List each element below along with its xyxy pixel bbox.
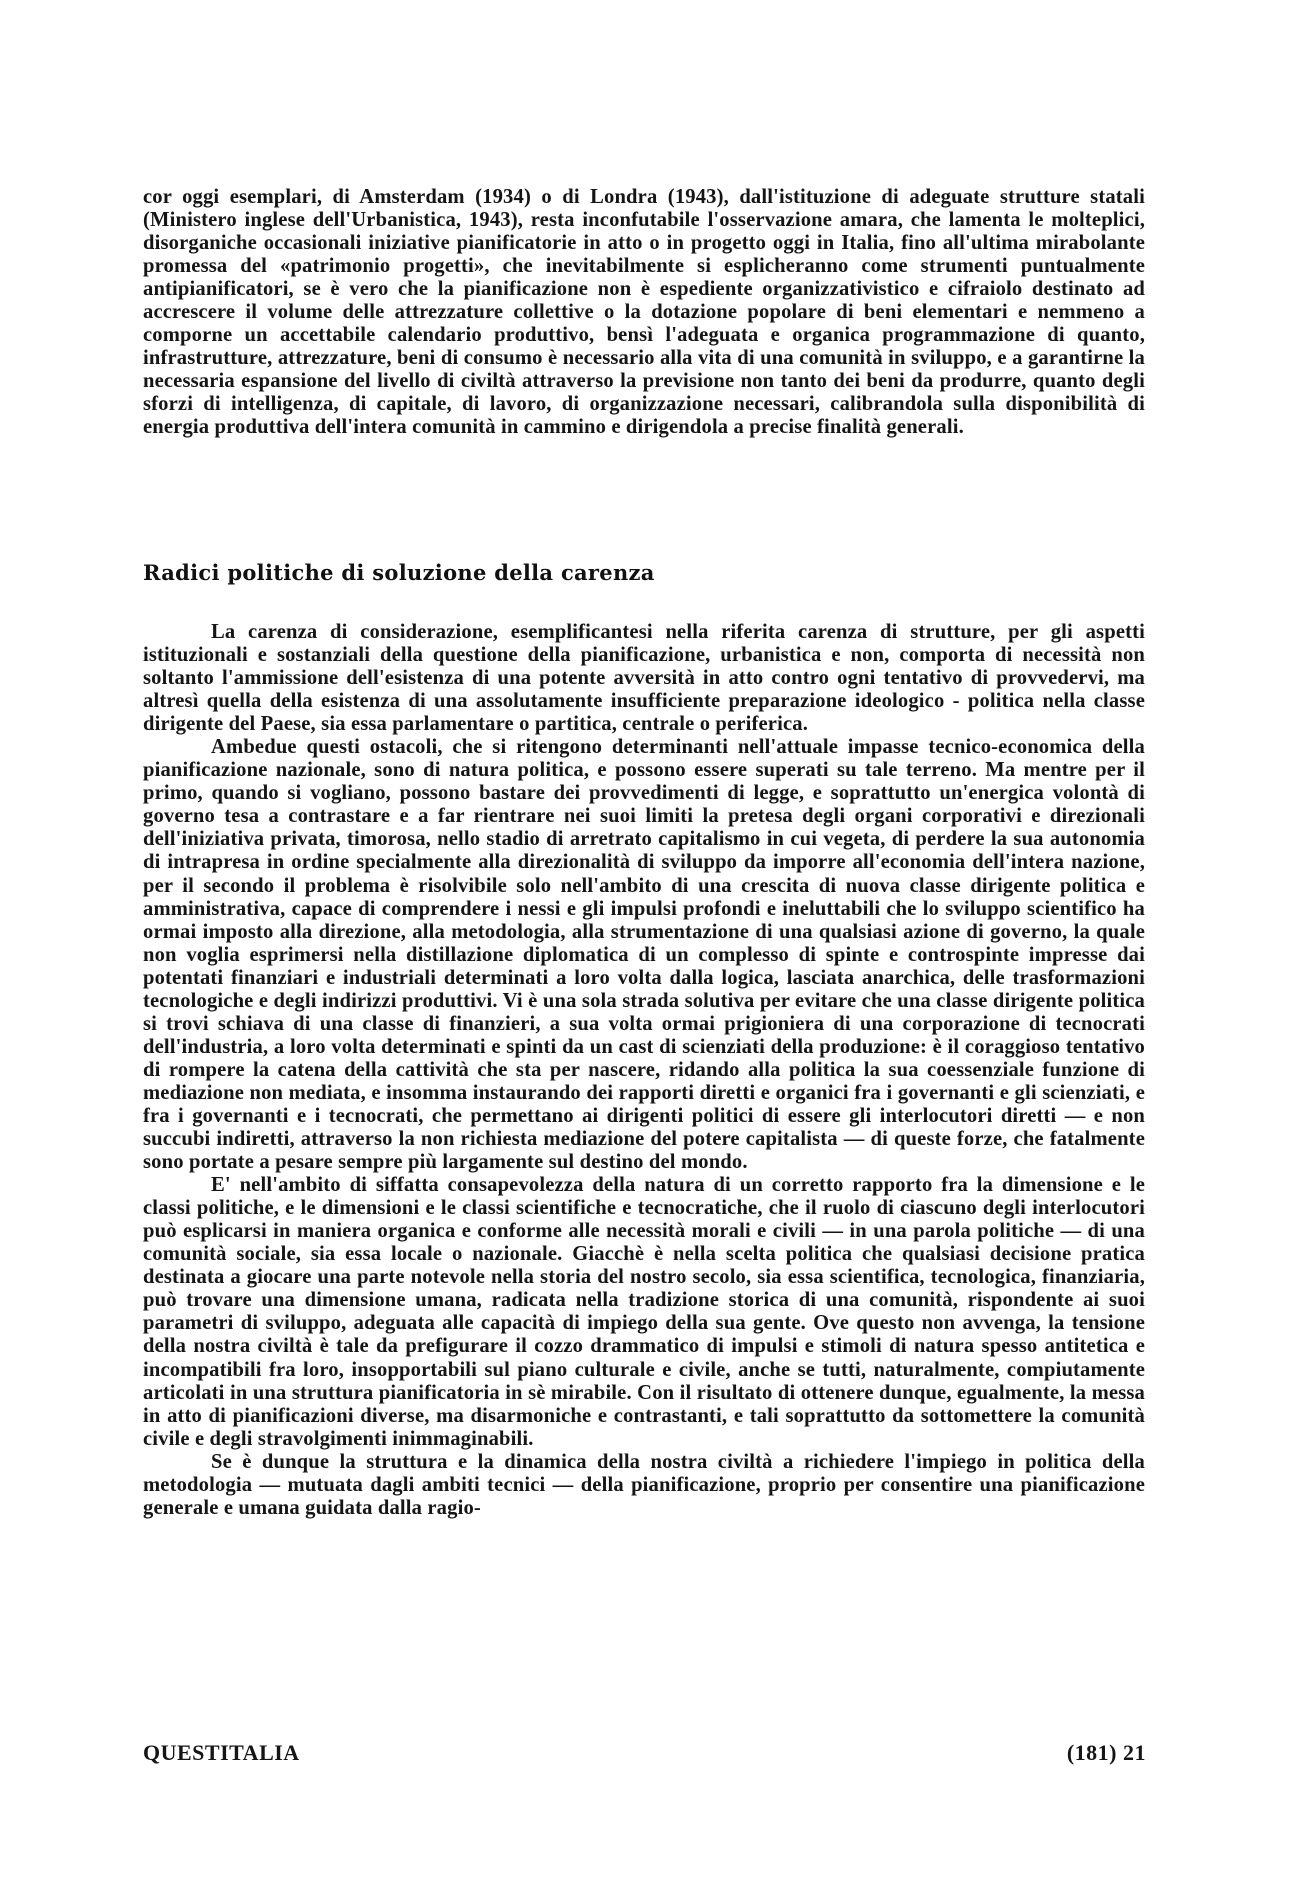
body-paragraph: Ambedue questi ostacoli, che si ritengono determinanti nell'attuale impasse tecnico-economica della pianificazione nazionale, sono di natura politica, e possono essere superati su tale terreno. Ma mentre per il primo, quando si vogliano, possono bastare dei provvedimenti di legge, e soprattutto un'energica volontà di governo tesa a contrastare e a far rientrare nei suoi limiti la pretesa degli organi corporativi e direzionali dell'iniziativa privata, timorosa, nello stadio di arretrato capitalismo in cui vegeta, di perdere la sua autonomia di intrapresa in ordine specialmente alla direzionalità di sviluppo da imporre all'economia dell'intera nazione, per il secondo il problema è risolvibile solo nell'ambito di una crescita di nuova classe dirigente politica e amministrativa, capace di comprendere i nessi e gli impulsi profondi e ineluttabili che lo sviluppo scientifico ha ormai imposto alla direzione, alla metodologia, alla strumentazione di una qualsiasi azione di governo, la quale non voglia esprimersi nella distillazione diplomatica di un complesso di spinte e controspinte impresse dai potentati finanziari e industriali determinati a loro volta dalla logica, lasciata anarchica, delle trasformazioni tecnologiche e degli indirizzi produttivi. Vi è una sola strada solutiva per evitare che una classe dirigente politica si trovi schiava di una classe di finanzieri, a sua volta ormai prigioniera di una corporazione di tecnocrati dell'industria, a loro volta determinati e spinti da un cast di scienziati della produzione: è il coraggioso tentativo di rompere la catena della cattività che sta per nascere, ridando alla politica la sua coessenziale funzione di mediazione non mediata, e insomma instaurando dei rapporti diretti e organici fra i governanti e gli scienziati, e fra i governanti e i tecnocrati, che permettano ai dirigenti politici di essere gli interlocutori diretti — e non succubi indiretti, attraverso la non richiesta mediazione del potere capitalista — di queste forze, che fatalmente sono portate a pesare sempre più largamente sul destino del mondo. <box>143 736 1145 1174</box>
section-heading: Radici politiche di soluzione della carenza <box>143 560 655 585</box>
journal-name: QUESTITALIA <box>143 1740 300 1765</box>
body-paragraph: Se è dunque la struttura e la dinamica della nostra civiltà a richiedere l'impiego in politica della metodologia — mutuata dagli ambiti tecnici — della pianificazione, proprio per consentire una pianificazione generale e umana guidata dalla ragio- <box>143 1450 1145 1519</box>
body-paragraph: La carenza di considerazione, esemplificantesi nella riferita carenza di strutture, per gli aspetti istituzionali e sostanziali della questione della pianificazione, urbanistica e non, comporta di necessità non soltanto l'ammissione dell'esistenza di una potente avversità in atto contro ogni tentativo di provvedervi, ma altresì quella della esistenza di una assolutamente insufficiente preparazione ideologico - politica nella classe dirigente del Paese, sia essa parlamentare o partitica, centrale o periferica. <box>143 621 1145 736</box>
body-paragraph: E' nell'ambito di siffatta consapevolezza della natura di un corretto rapporto fra la dimensione e le classi politiche, e le dimensioni e le classi scientifiche e tecnocratiche, che il ruolo di ciascuno degli interlocutori può esplicarsi in maniera organica e conforme alle necessità morali e civili — in una parola politiche — di una comunità sociale, sia essa locale o nazionale. Giacchè è nella scelta politica che qualsiasi decisione pratica destinata a giocare una parte notevole nella storia del nostro secolo, sia essa scientifica, tecnologica, finanziaria, può trovare una dimensione umana, radicata nella tradizione storica di una comunità, rispondente ai suoi parametri di sviluppo, adeguata alle capacità di impiego della sua gente. Ove questo non avvenga, la tensione della nostra civiltà è tale da prefigurare il cozzo drammatico di impulsi e stimoli di natura spesso antitetica e incompatibili fra loro, insopportabili sul piano culturale e civile, anche se tutti, naturalmente, compiutamente articolati in una struttura pianificatoria in sè mirabile. Con il risultato di ottenere dunque, egualmente, la messa in atto di pianificazioni diverse, ma disarmoniche e contrastanti, e tali soprattutto da sottomettere la comunità civile e degli stravolgimenti inimmaginabili. <box>143 1174 1145 1450</box>
section-body <box>143 621 1145 1520</box>
intro-paragraph-block <box>143 186 1145 440</box>
page-number: (181) 21 <box>1066 1740 1146 1765</box>
intro-paragraph: cor oggi esemplari, di Amsterdam (1934) o di Londra (1943), dall'istituzione di adeguate strutture statali (Ministero inglese dell'Urbanistica, 1943), resta inconfutabile l'osservazione amara, che lamenta le molteplici, disorganiche occasionali iniziative pianificatorie in atto o in progetto oggi in Italia, fino all'ultima mirabolante promessa del «patrimonio progetti», che inevitabilmente si esplicheranno come strumenti puntualmente antipianificatori, se è vero che la pianificazione non è espediente organizzativistico e cifraiolo destinato ad accrescere il volume delle attrezzature collettive o la dotazione popolare di beni elementari e nemmeno a comporne un accettabile calendario produttivo, bensì l'adeguata e organica programmazione di quanto, infrastrutture, attrezzature, beni di consumo è necessario alla vita di una comunità in sviluppo, e a garantirne la necessaria espansione del livello di civiltà attraverso la previsione non tanto dei beni da produrre, quanto degli sforzi di intelligenza, di capitale, di lavoro, di organizzazione necessari, calibrandola sulla disponibilità di energia produttiva dell'intera comunità in cammino e dirigendola a precise finalità generali. <box>143 186 1145 439</box>
